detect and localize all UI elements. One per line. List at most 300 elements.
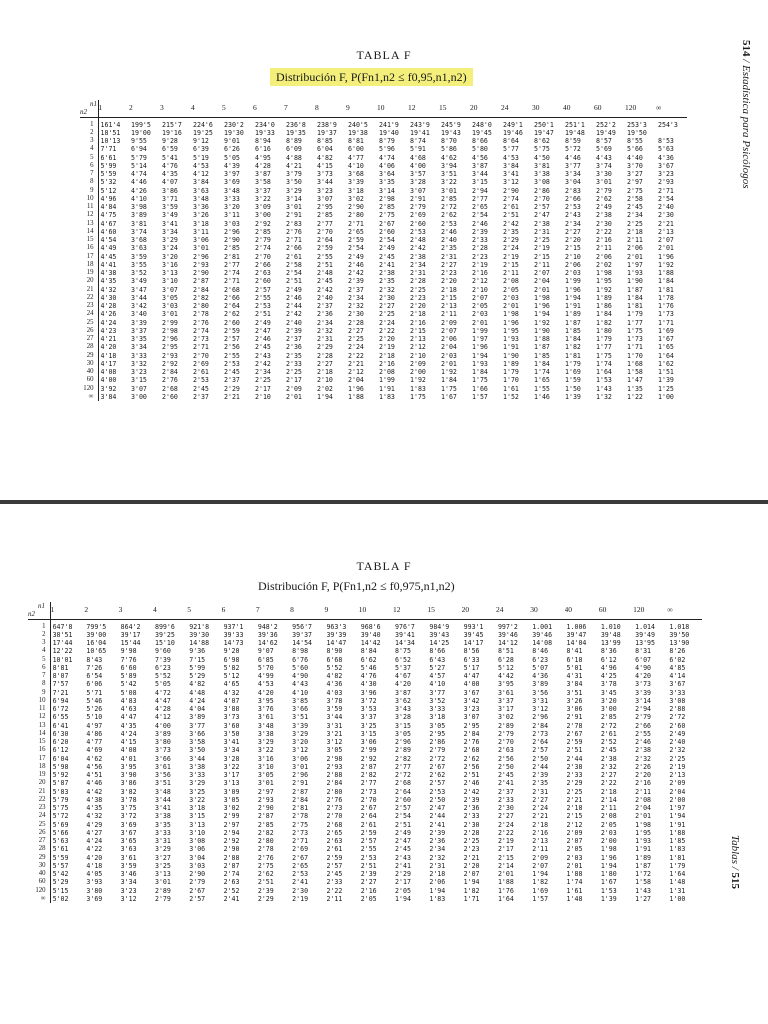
table-cell: 5'75: [52, 804, 69, 812]
column-header: ∞: [667, 602, 702, 619]
table-cell: 2'92: [223, 837, 240, 845]
table-cell: 4'18: [100, 351, 117, 360]
table-cell: 3'29: [257, 738, 274, 746]
table-cell: 3'07: [463, 713, 480, 722]
table-cell: 2'30: [658, 211, 674, 220]
row-header: 6: [80, 162, 98, 170]
table-cell: 3'12: [503, 178, 519, 187]
table-cell: 2'41: [292, 878, 309, 887]
table-cell: 2'45: [497, 771, 514, 779]
table-cell: 5'08: [120, 688, 137, 697]
table-cell: 2'47: [255, 326, 271, 335]
table-cell: 4'97: [86, 721, 103, 730]
row-header: 19: [80, 269, 98, 277]
table-cell: 3'06: [566, 705, 583, 713]
table-cell: 6'28: [497, 655, 514, 664]
table-cell: 3'33: [429, 705, 446, 713]
table-cell: 1'87: [635, 861, 652, 870]
table-cell: 1'67: [441, 392, 457, 401]
table-cell: 2'66: [224, 293, 240, 302]
table-cell: 1'92: [596, 285, 612, 294]
table-cell: 2'57: [395, 804, 411, 812]
table-cell: 3'29: [292, 729, 309, 738]
row-header: 29: [28, 854, 50, 862]
table-cell: 2'79: [154, 894, 171, 903]
table-cell: 3'87: [472, 161, 488, 170]
table-cell: 2'60: [224, 318, 240, 327]
table-cell: 2'61: [326, 845, 343, 854]
table-cell: 1'39: [600, 894, 617, 903]
table-cell: 8'81: [348, 137, 364, 145]
table-cell: 2'28: [410, 277, 426, 286]
row-header: 40: [28, 870, 50, 878]
table-cell: 4'83: [120, 696, 137, 705]
table-cell: 1'55: [534, 384, 550, 393]
table-cell: 2'87: [193, 277, 209, 286]
table-cell: 4'36: [326, 680, 343, 689]
table-cell: 2'19: [292, 894, 309, 903]
table-cell: 1'50: [565, 384, 581, 393]
table-cell: 2'29: [257, 894, 274, 903]
table-cell: 2'85: [441, 194, 457, 203]
table-cell: 1'58: [627, 368, 643, 376]
table-cell: 4'10: [131, 194, 147, 203]
table-cell: 2'49: [255, 318, 271, 327]
table-cell: 2'64: [224, 302, 240, 310]
table-cell: 2'67: [379, 219, 395, 228]
table-cell: 6'72: [52, 705, 69, 713]
table-row: [28, 812, 702, 820]
table-cell: 2'01: [286, 392, 302, 401]
table-cell: 2'80: [326, 787, 343, 796]
table-cell: 2'27: [348, 326, 364, 335]
table-cell: 2'04: [348, 376, 364, 385]
table-cell: 5'29: [52, 878, 69, 887]
table-row: [80, 145, 687, 153]
table-cell: 2'13: [441, 302, 457, 310]
table-cell: 2'67: [292, 853, 309, 862]
table-cell: 6'00: [348, 145, 364, 154]
table-cell: 3'13: [189, 820, 206, 829]
table-cell: 4'77: [86, 738, 103, 746]
row-header: 7: [80, 170, 98, 178]
table-cell: 2'18: [429, 870, 446, 878]
row-header: 3: [80, 137, 98, 145]
table-cell: 2'90: [224, 236, 240, 244]
table-cell: 2'71: [658, 186, 674, 195]
table-cell: 1'96: [600, 853, 617, 862]
table-cell: 2'02: [317, 384, 333, 393]
table-cell: 39'41: [395, 630, 415, 639]
table-cell: 2'85: [600, 713, 617, 722]
table-cell: 899'6: [154, 622, 175, 631]
table-cell: 1'97: [472, 335, 488, 343]
table-cell: 2'34: [410, 260, 426, 269]
table-cell: 2'70: [360, 795, 377, 804]
table-cell: 1'74: [534, 368, 550, 376]
table-cell: 1'48: [669, 878, 686, 887]
table-cell: 3'02: [497, 713, 514, 722]
table-cell: 1'90: [627, 277, 643, 286]
table-cell: 1'83: [669, 845, 686, 854]
table-cell: 2'28: [463, 828, 480, 837]
table-cell: 2'98: [379, 194, 395, 203]
table-cell: 2'50: [429, 795, 446, 804]
table-cell: 2'78: [257, 845, 274, 854]
table-cell: 8'31: [635, 647, 652, 656]
table-cell: 2'70: [534, 194, 550, 203]
table-cell: 1'83: [429, 894, 446, 903]
table-cell: 2'11: [532, 845, 549, 854]
table-cell: 14'25: [429, 639, 450, 647]
table-cell: 2'57: [429, 779, 446, 788]
column-header: 3: [160, 100, 191, 117]
table-cell: 4'20: [86, 853, 103, 862]
table-cell: 3'31: [326, 721, 343, 730]
row-header: 1: [80, 117, 98, 129]
table-row: [80, 154, 687, 162]
table-cell: 4'10: [292, 688, 309, 697]
table-cell: 4'20: [100, 343, 117, 352]
table-cell: 1'97: [627, 260, 643, 269]
table-cell: 5'91: [410, 145, 426, 154]
page-number-bottom: 515: [729, 872, 741, 890]
table-cell: 3'28: [223, 754, 240, 763]
table-cell: 2'74: [255, 244, 271, 253]
column-header: 2: [129, 100, 160, 117]
table-cell: 5'66: [627, 145, 643, 154]
table-cell: 4'72: [154, 688, 171, 697]
table-cell: 3'56: [532, 688, 549, 697]
table-cell: 238'9: [317, 120, 337, 129]
table-cell: 3'51: [441, 170, 457, 178]
table-cell: 2'63: [223, 878, 240, 887]
table-cell: 2'08: [379, 368, 395, 376]
table-cell: 2'97: [257, 787, 274, 796]
column-header: 7: [256, 602, 290, 619]
table-cell: 14'62: [257, 639, 278, 647]
table-cell: 2'39: [348, 277, 364, 286]
table-cell: 8'46: [532, 647, 549, 656]
table-cell: 3'73: [223, 713, 240, 722]
table-cell: 4'85: [669, 663, 686, 672]
table-cell: 224'6: [193, 120, 213, 129]
table-cell: 3'06: [360, 738, 377, 746]
table-cell: 3'93: [86, 878, 103, 887]
table-cell: 1'93: [503, 335, 519, 343]
table-cell: 1'77: [596, 343, 612, 352]
table-cell: 3'14: [286, 194, 302, 203]
table-cell: 4'20: [395, 680, 411, 689]
table-cell: 2'96: [532, 713, 549, 722]
table-cell: 2'74: [223, 870, 240, 878]
table-cell: 2'90: [503, 186, 519, 195]
table-cell: 1'80: [600, 870, 617, 878]
table-cell: 2'06: [565, 260, 581, 269]
table-cell: 2'73: [360, 787, 377, 796]
row-header: 14: [28, 730, 50, 738]
table-cell: 7'71: [100, 145, 117, 154]
table-cell: 2'19: [669, 762, 686, 771]
table-cell: 14'73: [223, 639, 244, 647]
table-cell: 3'09: [223, 787, 240, 796]
table-cell: 3'38: [257, 729, 274, 738]
table-cell: 2'53: [360, 853, 377, 862]
table-cell: 1'93: [627, 269, 643, 277]
table-cell: 2'44: [566, 754, 583, 763]
column-header: 12: [393, 602, 427, 619]
table-cell: 2'80: [193, 302, 209, 310]
table-cell: 2'84: [292, 795, 309, 804]
table-cell: 2'67: [360, 804, 377, 812]
table-cell: 2'13: [410, 335, 426, 343]
table-cell: 3'34: [223, 746, 240, 755]
table-cell: 5'96: [379, 145, 395, 154]
table-cell: 39'17: [120, 630, 141, 639]
table-cell: 2'54: [379, 236, 395, 244]
table-cell: 1'67: [658, 335, 674, 343]
table-cell: 1'73: [627, 335, 643, 343]
table-cell: 2'38: [534, 219, 550, 228]
table-cell: 2'06: [596, 252, 612, 261]
table-cell: 1'46: [534, 392, 550, 401]
table-cell: 2'43: [565, 211, 581, 220]
table-cell: 1'80: [596, 326, 612, 335]
table-cell: 2'97: [223, 820, 240, 829]
table-cell: 2'22: [600, 779, 617, 788]
row-header: 27: [28, 837, 50, 845]
table-cell: 1.006: [566, 622, 587, 631]
table-cell: 3'89: [154, 729, 171, 738]
table-cell: 1'94: [534, 310, 550, 319]
table-cell: 4'82: [326, 672, 343, 680]
table-cell: 2'74: [503, 194, 519, 203]
table-cell: 249'1: [503, 120, 523, 129]
table-cell: 3'15: [131, 376, 147, 385]
table-cell: 2'19: [379, 343, 395, 352]
table-cell: 3'21: [326, 729, 343, 738]
table-cell: 2'61: [503, 203, 519, 211]
table-cell: 2'91: [286, 211, 302, 220]
table-cell: 3'26: [193, 211, 209, 220]
table-cell: 14'42: [360, 639, 381, 647]
table-cell: 3'22: [189, 795, 206, 804]
table-cell: 4'40: [627, 153, 643, 162]
table-cell: 3'86: [162, 186, 178, 195]
table-cell: 3'29: [154, 845, 171, 854]
table-row: [80, 117, 687, 129]
table-cell: 963'3: [326, 622, 347, 631]
table-cell: 1'70: [503, 376, 519, 385]
table-row: [80, 178, 687, 186]
table-cell: 4'42: [497, 672, 514, 680]
table-cell: 161'4: [100, 120, 121, 129]
table-cell: 2'74: [193, 326, 209, 335]
table-cell: 2'20: [379, 335, 395, 343]
table-cell: 5'60: [292, 663, 309, 672]
table-cell: 4'26: [100, 310, 117, 319]
table-cell: 3'44: [154, 795, 171, 804]
table-cell: 3'59: [326, 705, 343, 713]
table-cell: 4'49: [100, 244, 117, 253]
table-cell: 5'14: [131, 161, 147, 170]
table-cell: 2'79: [497, 729, 514, 738]
table-cell: 2'45: [255, 343, 271, 352]
table-row: [28, 763, 702, 771]
table-cell: 2'27: [532, 795, 549, 804]
table-cell: 1'91: [379, 384, 395, 393]
table-row: [28, 829, 702, 837]
table-cell: 2'40: [286, 318, 302, 327]
table-cell: 4'23: [100, 326, 117, 335]
table-cell: 248'0: [472, 120, 492, 129]
table-cell: 8'53: [658, 137, 674, 145]
row-header: 26: [28, 829, 50, 837]
table-cell: 2'72: [669, 713, 686, 722]
table-cell: 2'21: [224, 392, 240, 401]
table-cell: 2'39: [532, 771, 549, 779]
table-cell: 3'41: [223, 738, 240, 746]
table-cell: 3'17: [497, 705, 514, 713]
table-cell: 2'56: [463, 762, 480, 771]
table-cell: 2'71: [193, 343, 209, 352]
table-cell: 4'30: [360, 680, 377, 689]
table-cell: 1'64: [658, 351, 674, 360]
table-cell: 3'23: [131, 368, 147, 376]
table-cell: 9'20: [223, 647, 240, 656]
table-row: [28, 722, 702, 730]
table-cell: 8'84: [360, 647, 377, 656]
table-cell: 1'88: [348, 392, 364, 401]
table-cell: 2'32: [348, 302, 364, 310]
table-cell: 1'78: [658, 293, 674, 302]
table-cell: 3'48: [224, 186, 240, 195]
table-row: [28, 837, 702, 845]
table-cell: 6'43: [429, 655, 446, 664]
table-cell: 2'61: [360, 820, 377, 829]
table-cell: 2'59: [566, 738, 583, 746]
table-cell: 2'55: [255, 293, 271, 302]
table-cell: 4'21: [286, 161, 302, 170]
table-cell: 6'94: [131, 145, 147, 154]
table-cell: 2'91: [566, 713, 583, 722]
table-cell: 1'65: [534, 376, 550, 385]
row-header: 14: [80, 228, 98, 236]
table-cell: 2'89: [497, 721, 514, 730]
table-cell: 2'38: [596, 211, 612, 220]
table-row: [28, 796, 702, 804]
table-cell: 2'41: [429, 820, 446, 829]
table-row: [28, 705, 702, 713]
table-cell: 5'19: [193, 153, 209, 162]
table-cell: 236'8: [286, 120, 306, 129]
table-row: [28, 619, 702, 631]
table-cell: 1'94: [429, 886, 446, 895]
table-cell: 2'54: [472, 211, 488, 220]
table-cell: 2'20: [463, 861, 480, 870]
table-cell: 4'00: [410, 161, 426, 170]
table-cell: 1'94: [669, 812, 686, 821]
table-cell: 2'42: [463, 787, 480, 796]
table-cell: 4'21: [100, 335, 117, 343]
table-cell: 2'95: [463, 721, 480, 730]
table-cell: 8'59: [565, 137, 581, 145]
table-cell: 1'94: [532, 870, 549, 878]
table-cell: 4'69: [86, 746, 103, 755]
table-cell: 2'29: [395, 870, 411, 878]
table-cell: 8'57: [596, 137, 612, 145]
table-cell: 2'77: [472, 194, 488, 203]
table-cell: 1'66: [472, 384, 488, 393]
table-cell: 2'05: [566, 845, 583, 854]
table-cell: 3'18: [193, 219, 209, 228]
table-cell: 3'52: [429, 696, 446, 705]
table-cell: 6'39: [193, 145, 209, 154]
table-cell: 2'18: [627, 227, 643, 236]
table-cell: 2'39: [463, 795, 480, 804]
table-cell: 2'15: [534, 252, 550, 261]
table-cell: 4'04: [189, 705, 206, 713]
table-cell: 4'51: [86, 771, 103, 779]
table-cell: 2'84: [326, 779, 343, 788]
distribution-subtitle-bottom: Distribución F, P(Fn1,n2 ≤ f0,975,n1,n2): [258, 579, 455, 593]
table-cell: 2'53: [193, 376, 209, 385]
table-row: [28, 664, 702, 672]
table-cell: 3'82: [120, 787, 137, 796]
table-cell: 1'92: [534, 318, 550, 327]
table-cell: 1'39: [565, 392, 581, 401]
table-cell: 3'12: [120, 894, 137, 903]
table-cell: 2'96: [224, 227, 240, 236]
table-cell: 19'30: [224, 128, 244, 137]
table-cell: 2'90: [257, 804, 274, 812]
table-cell: 2'33: [326, 878, 343, 887]
running-head-top: 514 / Estadística para Psicólogos: [740, 40, 752, 189]
table-cell: 2'63: [326, 837, 343, 845]
table-cell: 1'71: [658, 318, 674, 327]
table-cell: 6'30: [52, 729, 69, 738]
table-cell: 3'70: [627, 161, 643, 170]
table-cell: 3'13: [162, 269, 178, 277]
table-cell: 3'14: [379, 186, 395, 195]
table-cell: 2'39: [472, 227, 488, 236]
table-cell: 2'56: [224, 343, 240, 352]
table-cell: 2'36: [463, 804, 480, 812]
table-cell: 1'74: [566, 878, 583, 887]
row-header: 12: [28, 713, 50, 721]
table-cell: 2'59: [224, 326, 240, 335]
table-cell: 6'12: [600, 655, 617, 664]
table-cell: 5'05: [154, 680, 171, 689]
table-cell: 1'92: [410, 376, 426, 385]
table-cell: 2'79: [255, 236, 271, 244]
table-cell: 245'9: [441, 120, 461, 129]
table-cell: 240'5: [348, 120, 368, 129]
table-cell: 3'73: [635, 680, 652, 689]
table-cell: 2'67: [566, 729, 583, 738]
table-cell: 4'53: [193, 161, 209, 170]
table-cell: 5'52: [326, 663, 343, 672]
table-cell: 5'42: [120, 680, 137, 689]
table-cell: 2'07: [472, 293, 488, 302]
table-cell: 2'15: [410, 326, 426, 335]
table-cell: 1'64: [596, 368, 612, 376]
table-cell: 1'92: [658, 260, 674, 269]
table-cell: 3'29: [286, 186, 302, 195]
table-cell: 3'28: [395, 713, 411, 722]
table-cell: 19'37: [317, 128, 337, 137]
table-cell: 2'87: [360, 762, 377, 771]
